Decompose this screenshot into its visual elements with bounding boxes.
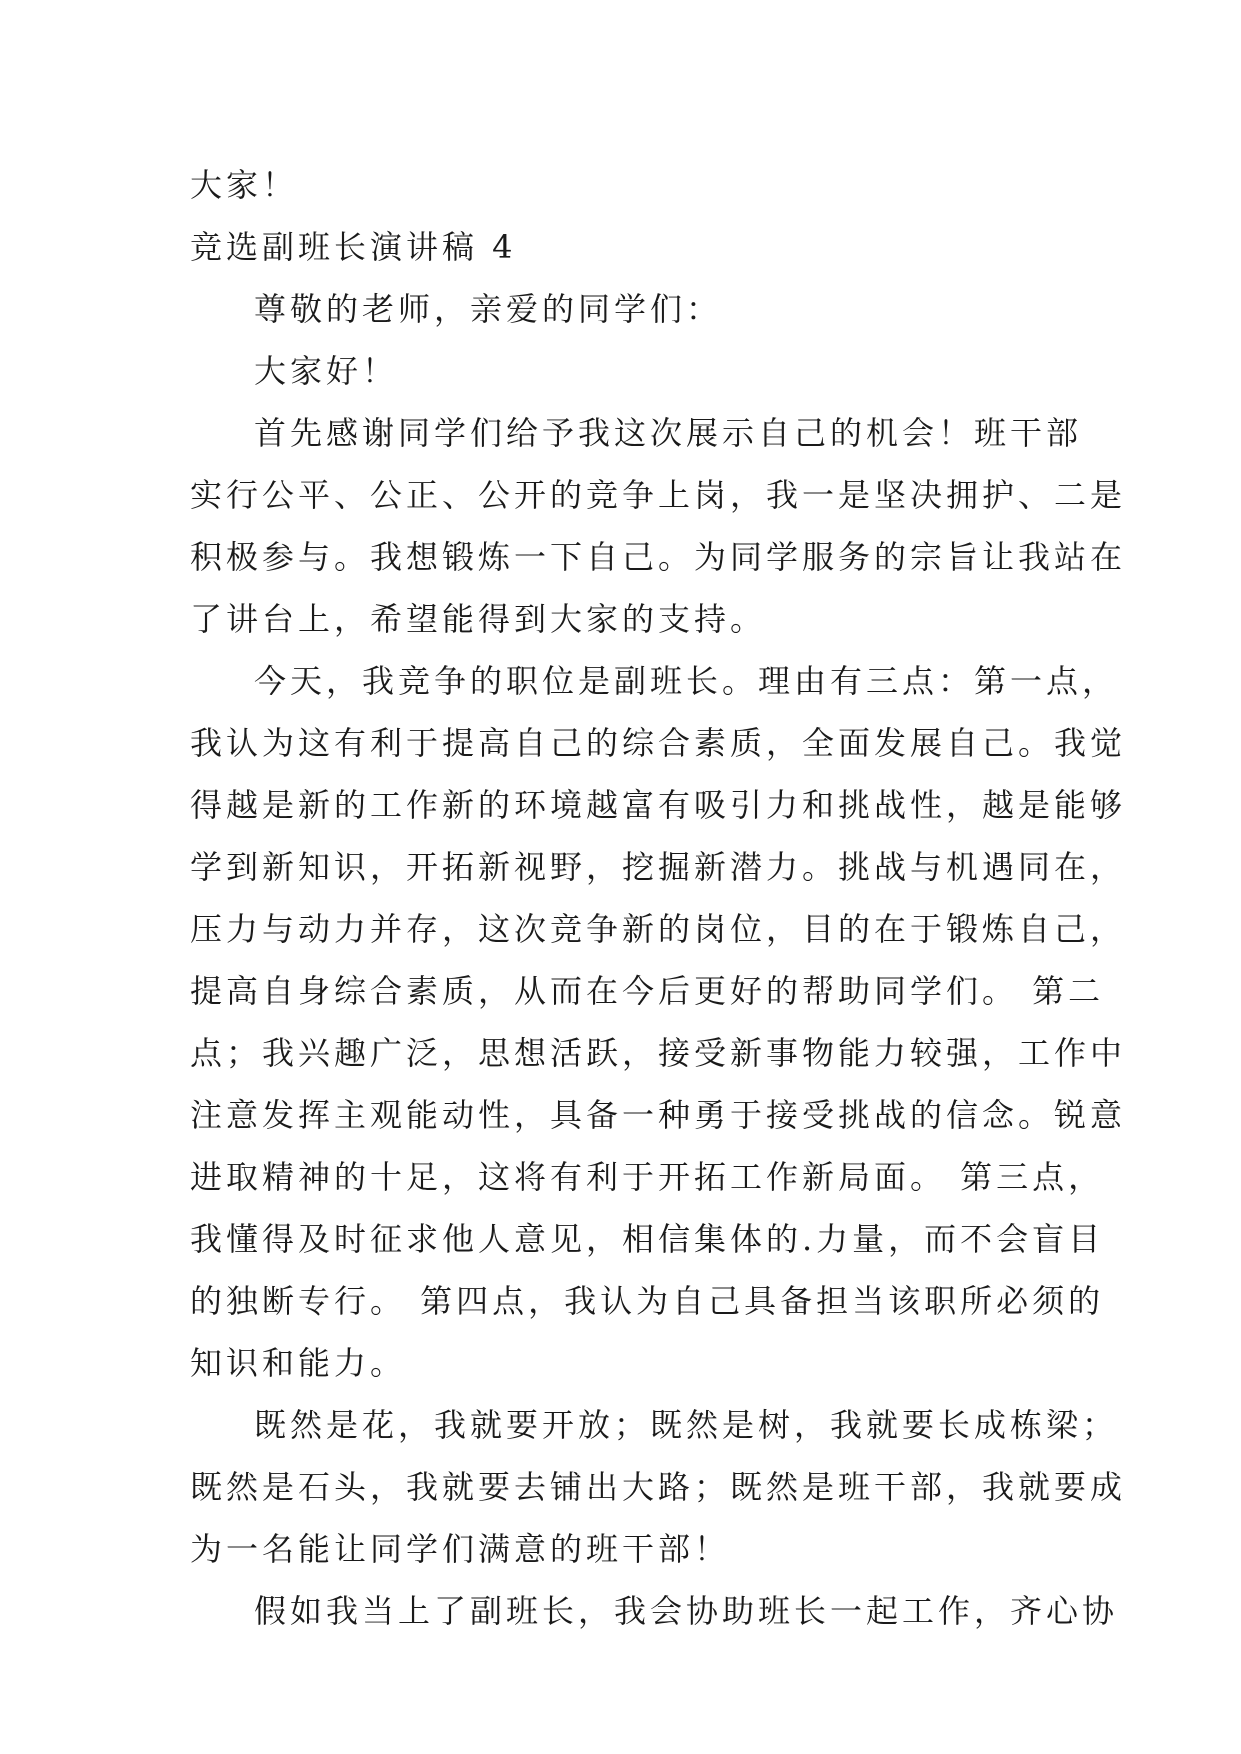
text-line: 尊敬的老师，亲爱的同学们： — [254, 290, 723, 328]
text-line: 提高自身综合素质，从而在今后更好的帮助同学们。 第二 — [190, 972, 1105, 1010]
text-line: 今天，我竞争的职位是副班长。理由有三点：第一点， — [254, 662, 1119, 700]
text-line: 竞选副班长演讲稿 4 — [190, 228, 517, 266]
text-line: 我认为这有利于提高自己的综合素质，全面发展自己。我觉 — [190, 724, 1127, 762]
text-line: 首先感谢同学们给予我这次展示自己的机会！班干部 — [254, 414, 1083, 452]
text-line: 的独断专行。 第四点，我认为自己具备担当该职所必须的 — [190, 1282, 1105, 1320]
text-line: 得越是新的工作新的环境越富有吸引力和挑战性，越是能够 — [190, 786, 1127, 824]
speech-text-body — [190, 154, 1127, 1642]
text-line: 我懂得及时征求他人意见，相信集体的.力量，而不会盲目 — [190, 1220, 1105, 1258]
text-line: 注意发挥主观能动性，具备一种勇于接受挑战的信念。锐意 — [190, 1096, 1127, 1134]
text-line: 既然是石头，我就要去铺出大路；既然是班干部，我就要成 — [190, 1468, 1127, 1506]
text-line: 压力与动力并存，这次竞争新的岗位，目的在于锻炼自己， — [190, 910, 1127, 948]
text-line: 知识和能力。 — [190, 1344, 407, 1382]
text-line: 既然是花，我就要开放；既然是树，我就要长成栋梁； — [254, 1406, 1119, 1444]
text-line: 为一名能让同学们满意的班干部！ — [190, 1530, 731, 1568]
text-line: 积极参与。我想锻炼一下自己。为同学服务的宗旨让我站在 — [190, 538, 1127, 576]
text-line: 点；我兴趣广泛，思想活跃，接受新事物能力较强，工作中 — [190, 1034, 1127, 1072]
text-line: 实行公平、公正、公开的竞争上岗，我一是坚决拥护、二是 — [190, 476, 1127, 514]
text-line: 了讲台上，希望能得到大家的支持。 — [190, 600, 767, 638]
text-line: 假如我当上了副班长，我会协助班长一起工作，齐心协 — [254, 1592, 1119, 1630]
text-line: 大家！ — [190, 166, 299, 204]
text-line: 学到新知识，开拓新视野，挖掘新潜力。挑战与机遇同在， — [190, 848, 1127, 886]
text-line: 大家好！ — [254, 352, 399, 390]
text-line: 进取精神的十足，这将有利于开拓工作新局面。 第三点， — [190, 1158, 1105, 1196]
